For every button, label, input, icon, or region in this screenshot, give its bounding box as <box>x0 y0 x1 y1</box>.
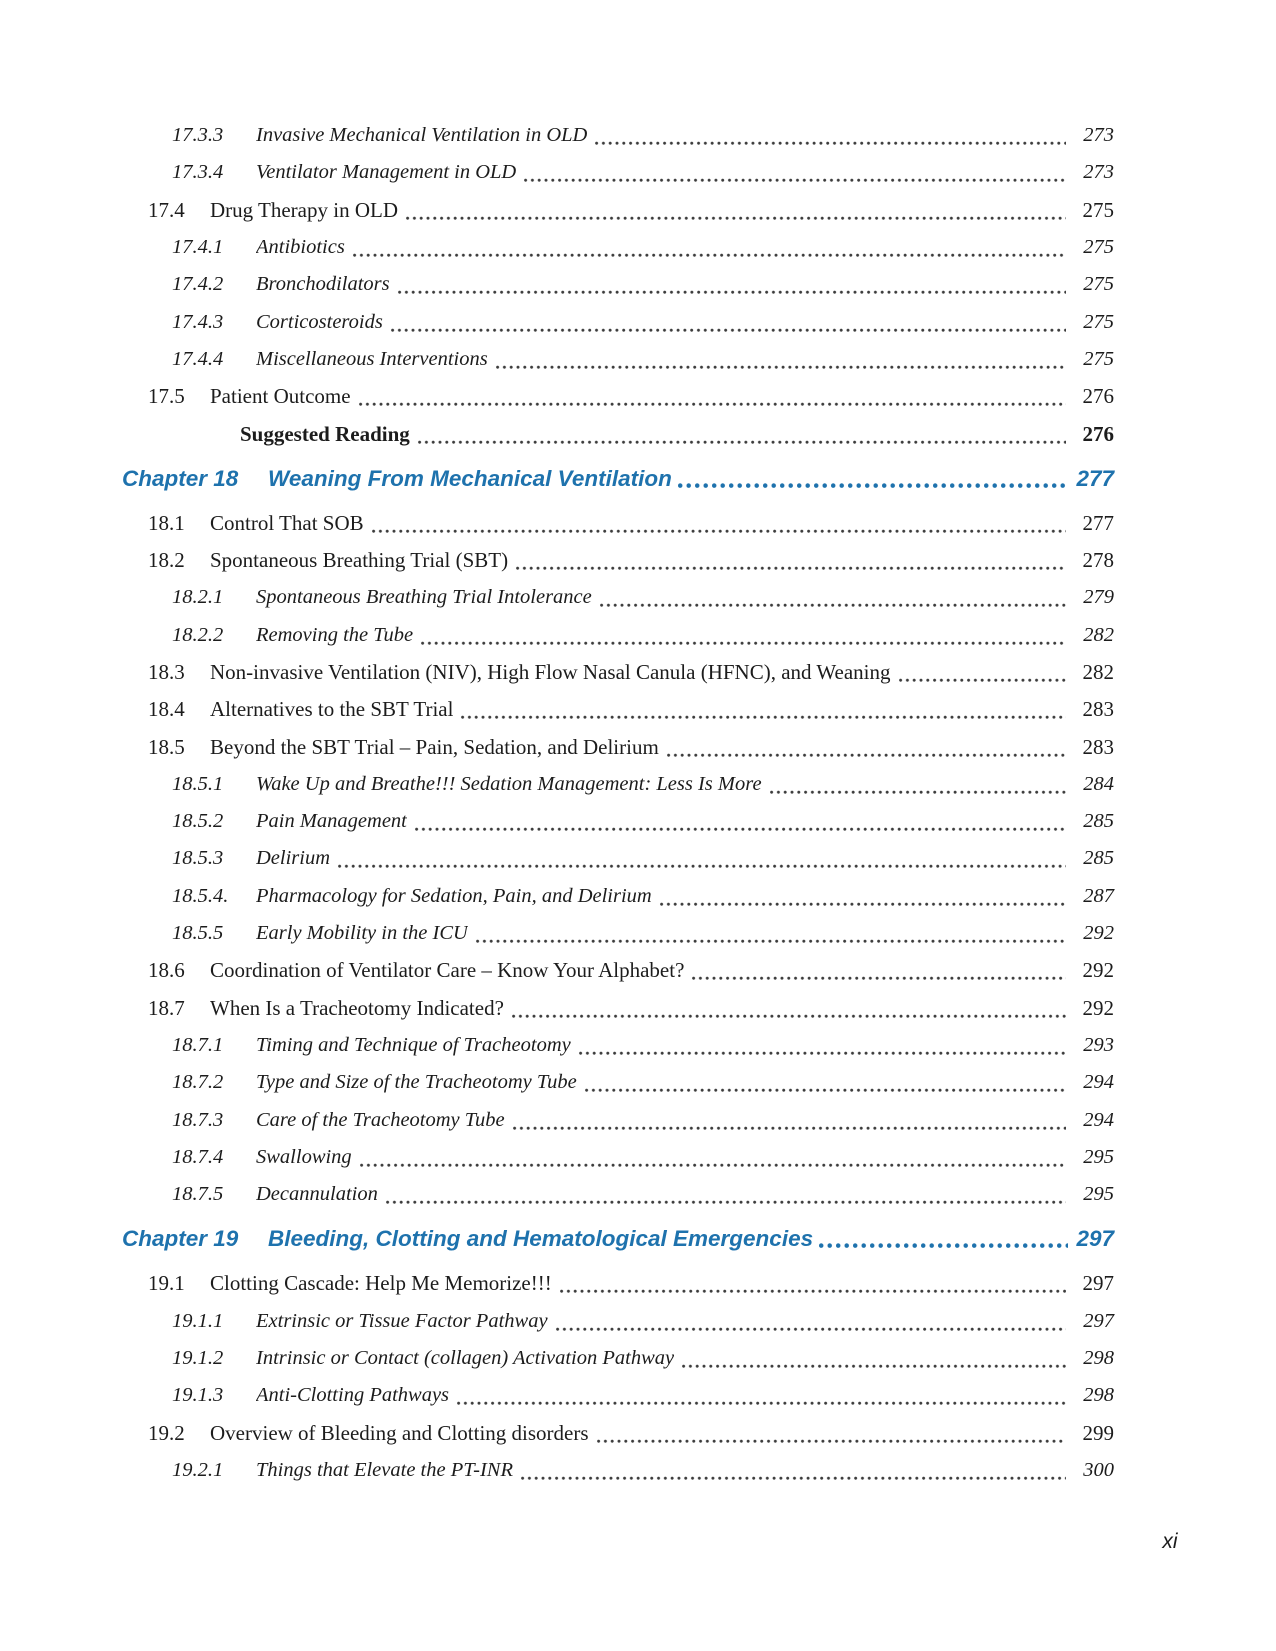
entry-title: Bronchodilators <box>256 273 390 296</box>
toc-suggested-reading-entry <box>122 415 1114 452</box>
dot-leader <box>360 1163 1066 1168</box>
entry-title: Decannulation <box>256 1183 378 1206</box>
toc-subsection-entry <box>122 803 1114 840</box>
entry-page-number: 285 <box>1083 810 1114 833</box>
toc-section-entry <box>122 1265 1114 1302</box>
chapter-label: Chapter 19 <box>122 1226 239 1252</box>
entry-title: Drug Therapy in OLD <box>210 197 398 222</box>
entry-number: 19.2 <box>148 1420 185 1445</box>
entry-number: 18.5.1 <box>172 772 224 795</box>
entry-title: Bleeding, Clotting and Hematological Emergencies <box>268 1226 814 1252</box>
entry-number: 17.4.4 <box>172 347 224 370</box>
entry-title: Timing and Technique of Tracheotomy <box>256 1033 571 1056</box>
dot-leader <box>660 902 1066 907</box>
toc-chapter-heading <box>122 453 1114 505</box>
entry-title: Anti-Clotting Pathways <box>256 1384 450 1407</box>
entry-title: Things that Elevate the PT-INR <box>256 1458 513 1481</box>
toc-section-entry <box>122 990 1114 1027</box>
entry-title: Patient Outcome <box>210 384 351 409</box>
dot-leader <box>678 483 1068 489</box>
toc-subsection-entry <box>122 1176 1114 1213</box>
entry-page-number: 285 <box>1083 847 1114 870</box>
toc-section-entry <box>122 728 1114 765</box>
toc-section-entry <box>122 952 1114 989</box>
entry-page-number: 278 <box>1082 548 1114 573</box>
toc-section-entry <box>122 542 1114 579</box>
toc-subsection-entry <box>122 117 1114 154</box>
dot-leader <box>682 1364 1066 1369</box>
entry-page-number: 297 <box>1083 1309 1114 1332</box>
toc-subsection-entry <box>122 1139 1114 1176</box>
entry-number: 17.4.1 <box>172 236 224 259</box>
dot-leader <box>391 328 1066 333</box>
entry-title: Miscellaneous Interventions <box>256 347 488 370</box>
entry-page-number: 298 <box>1083 1384 1114 1407</box>
dot-leader <box>524 178 1066 183</box>
toc-subsection-entry <box>122 266 1114 303</box>
entry-page-number: 292 <box>1082 995 1114 1020</box>
entry-number: 17.3.3 <box>172 124 224 147</box>
toc-section-entry <box>122 192 1114 229</box>
dot-leader <box>398 290 1066 295</box>
entry-title: Beyond the SBT Trial – Pain, Sedation, and Delirium <box>210 734 659 759</box>
toc-section-entry <box>122 654 1114 691</box>
entry-page-number: 287 <box>1083 884 1114 907</box>
dot-leader <box>556 1327 1066 1332</box>
entry-page-number: 275 <box>1083 310 1114 333</box>
toc-section-entry <box>122 691 1114 728</box>
entry-number: 18.7 <box>148 995 185 1020</box>
dot-leader <box>418 440 1066 445</box>
entry-page-number: 298 <box>1083 1347 1114 1370</box>
entry-title: Non-invasive Ventilation (NIV), High Flow Nasal Canula (HFNC), and Weaning <box>210 660 891 684</box>
entry-number: 18.5 <box>148 734 185 759</box>
toc-subsection-entry <box>122 840 1114 877</box>
entry-number: 17.5 <box>148 384 185 409</box>
toc-subsection-entry <box>122 915 1114 952</box>
entry-title: Alternatives to the SBT Trial <box>210 697 454 722</box>
dot-leader <box>359 402 1066 407</box>
dot-leader <box>476 939 1066 944</box>
entry-title: Removing the Tube <box>256 623 414 646</box>
dot-leader <box>667 753 1066 758</box>
toc-list <box>122 117 1114 1489</box>
entry-number: 19.1.3 <box>172 1384 224 1407</box>
toc-subsection-entry <box>122 579 1114 616</box>
entry-title: Pharmacology for Sedation, Pain, and Delirium <box>256 884 652 907</box>
entry-number: 18.1 <box>148 510 185 535</box>
entry-number: 17.4.2 <box>172 273 224 296</box>
entry-title: Suggested Reading <box>240 421 410 446</box>
dot-leader <box>513 1126 1066 1131</box>
entry-page-number: 293 <box>1083 1033 1114 1056</box>
entry-number: 19.1.2 <box>172 1347 224 1370</box>
entry-page-number: 283 <box>1082 734 1114 759</box>
entry-number: 18.2 <box>148 548 185 573</box>
chapter-label: Chapter 18 <box>122 465 239 491</box>
toc-subsection-entry <box>122 154 1114 191</box>
entry-number: 19.2.1 <box>172 1458 224 1481</box>
entry-page-number: 297 <box>1082 1271 1114 1296</box>
toc-subsection-entry <box>122 1377 1114 1414</box>
entry-page-number: 276 <box>1082 384 1114 409</box>
toc-subsection-entry <box>122 1340 1114 1377</box>
toc-subsection-entry <box>122 1452 1114 1489</box>
entry-title: Early Mobility in the ICU <box>256 922 468 945</box>
entry-page-number: 273 <box>1083 161 1114 184</box>
entry-page-number: 275 <box>1083 273 1114 296</box>
dot-leader <box>597 1439 1066 1444</box>
entry-title: Care of the Tracheotomy Tube <box>256 1108 505 1131</box>
entry-number: 18.5.4. <box>172 884 229 907</box>
entry-number: 18.5.5 <box>172 922 224 945</box>
entry-page-number: 276 <box>1082 421 1114 446</box>
page-folio: xi <box>1162 1530 1178 1553</box>
entry-number: 18.5.3 <box>172 847 224 870</box>
dot-leader <box>496 365 1066 370</box>
entry-title: Weaning From Mechanical Ventilation <box>268 465 672 491</box>
entry-number: 19.1.1 <box>172 1309 224 1332</box>
dot-leader <box>770 790 1066 795</box>
entry-title: Control That SOB <box>210 510 364 535</box>
dot-leader <box>461 715 1066 720</box>
dot-leader <box>521 1476 1066 1481</box>
toc-section-entry <box>122 378 1114 415</box>
entry-number: 17.4 <box>148 197 185 222</box>
entry-page-number: 277 <box>1076 465 1114 491</box>
dot-leader <box>819 1243 1068 1249</box>
entry-page-number: 275 <box>1083 236 1114 259</box>
dot-leader <box>692 976 1066 981</box>
entry-title: Pain Management <box>256 810 407 833</box>
dot-leader <box>579 1051 1066 1056</box>
dot-leader <box>516 566 1066 571</box>
entry-page-number: 295 <box>1083 1145 1114 1168</box>
entry-number: 17.3.4 <box>172 161 224 184</box>
toc-subsection-entry <box>122 1027 1114 1064</box>
toc-chapter-heading <box>122 1213 1114 1265</box>
entry-title: When Is a Tracheotomy Indicated? <box>210 995 504 1020</box>
dot-leader <box>372 529 1066 534</box>
dot-leader <box>600 603 1066 608</box>
dot-leader <box>585 1088 1066 1093</box>
entry-title: Antibiotics <box>256 236 345 259</box>
entry-number: 18.4 <box>148 697 185 722</box>
toc-subsection-entry <box>122 1101 1114 1138</box>
entry-page-number: 275 <box>1082 197 1114 222</box>
entry-page-number: 282 <box>1083 623 1114 646</box>
dot-leader <box>421 641 1066 646</box>
entry-page-number: 295 <box>1083 1183 1114 1206</box>
dot-leader <box>338 864 1066 869</box>
toc-subsection-entry <box>122 341 1114 378</box>
entry-page-number: 292 <box>1083 922 1114 945</box>
entry-page-number: 279 <box>1083 586 1114 609</box>
entry-page-number: 297 <box>1076 1226 1114 1252</box>
entry-page-number: 277 <box>1082 510 1114 535</box>
entry-number: 18.3 <box>148 660 185 684</box>
entry-number: 19.1 <box>148 1271 185 1296</box>
entry-title: Spontaneous Breathing Trial (SBT) <box>210 548 509 573</box>
entry-title: Spontaneous Breathing Trial Intolerance <box>256 586 592 609</box>
entry-title: Swallowing <box>256 1145 352 1168</box>
toc-subsection-entry <box>122 229 1114 266</box>
dot-leader <box>595 141 1066 146</box>
toc-section-entry <box>122 505 1114 542</box>
toc-subsection-entry <box>122 303 1114 340</box>
entry-title: Corticosteroids <box>256 310 383 333</box>
entry-number: 18.5.2 <box>172 810 224 833</box>
toc-subsection-entry <box>122 1064 1114 1101</box>
toc-subsection-entry <box>122 878 1114 915</box>
dot-leader <box>457 1401 1066 1406</box>
entry-title: Invasive Mechanical Ventilation in OLD <box>256 124 588 147</box>
toc-section-entry <box>122 1415 1114 1452</box>
entry-number: 18.7.4 <box>172 1145 224 1168</box>
entry-title: Coordination of Ventilator Care – Know Your Alphabet? <box>210 958 685 983</box>
entry-page-number: 283 <box>1082 697 1114 722</box>
entry-page-number: 284 <box>1083 772 1114 795</box>
entry-page-number: 275 <box>1083 347 1114 370</box>
entry-title: Ventilator Management in OLD <box>256 161 517 184</box>
entry-number: 18.6 <box>148 958 185 983</box>
entry-page-number: 299 <box>1082 1420 1114 1445</box>
entry-number: 18.7.3 <box>172 1108 224 1131</box>
toc-subsection-entry <box>122 766 1114 803</box>
entry-page-number: 282 <box>1082 660 1114 684</box>
entry-title: Wake Up and Breathe!!! Sedation Management: Less Is More <box>256 772 762 795</box>
entry-title: Type and Size of the Tracheotomy Tube <box>256 1071 577 1094</box>
entry-page-number: 300 <box>1083 1458 1114 1481</box>
entry-page-number: 292 <box>1082 958 1114 983</box>
dot-leader <box>512 1014 1066 1019</box>
entry-page-number: 294 <box>1083 1071 1114 1094</box>
dot-leader <box>899 678 1066 683</box>
dot-leader <box>560 1289 1066 1294</box>
toc-subsection-entry <box>122 617 1114 654</box>
entry-page-number: 294 <box>1083 1108 1114 1131</box>
entry-number: 17.4.3 <box>172 310 224 333</box>
entry-title: Overview of Bleeding and Clotting disorders <box>210 1420 589 1445</box>
entry-title: Clotting Cascade: Help Me Memorize!!! <box>210 1271 552 1296</box>
toc-subsection-entry <box>122 1303 1114 1340</box>
dot-leader <box>353 253 1066 258</box>
entry-number: 18.2.2 <box>172 623 224 646</box>
entry-number: 18.2.1 <box>172 586 224 609</box>
dot-leader <box>415 827 1066 832</box>
dot-leader <box>386 1200 1066 1205</box>
dot-leader <box>406 216 1066 221</box>
entry-title: Extrinsic or Tissue Factor Pathway <box>256 1309 548 1332</box>
entry-number: 18.7.2 <box>172 1071 224 1094</box>
entry-number: 18.7.1 <box>172 1033 224 1056</box>
entry-title: Intrinsic or Contact (collagen) Activation Pathway <box>256 1347 675 1370</box>
entry-number: 18.7.5 <box>172 1183 224 1206</box>
entry-title: Delirium <box>256 847 331 870</box>
entry-page-number: 273 <box>1083 124 1114 147</box>
